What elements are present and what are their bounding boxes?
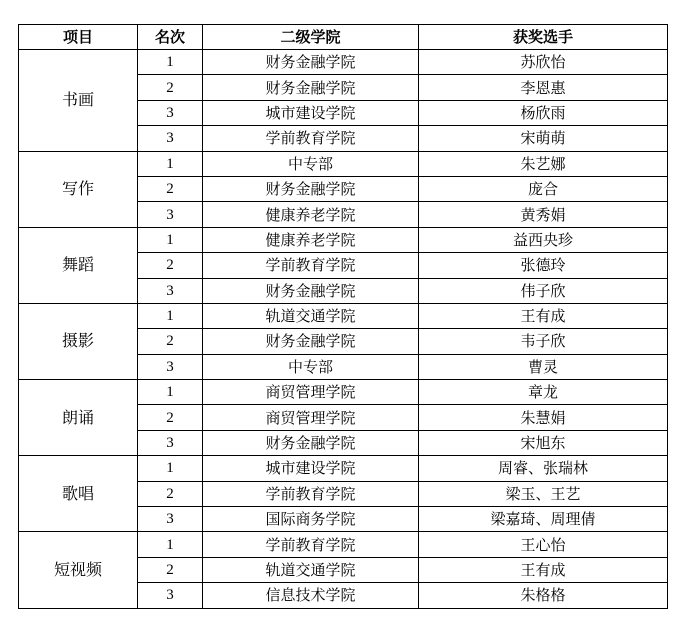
winner-cell: 张德玲 <box>419 253 668 278</box>
table-body <box>19 50 668 609</box>
rank-cell: 3 <box>138 100 203 125</box>
rank-cell: 1 <box>138 532 203 557</box>
rank-cell: 1 <box>138 50 203 75</box>
rank-cell: 2 <box>138 557 203 582</box>
rank-cell: 2 <box>138 481 203 506</box>
header-row <box>19 25 668 50</box>
college-cell: 财务金融学院 <box>203 329 419 354</box>
college-cell: 财务金融学院 <box>203 176 419 201</box>
winner-cell: 周睿、张瑞林 <box>419 456 668 481</box>
college-cell: 国际商务学院 <box>203 507 419 532</box>
rank-cell: 3 <box>138 278 203 303</box>
college-cell: 中专部 <box>203 151 419 176</box>
rank-cell: 2 <box>138 75 203 100</box>
rank-cell: 1 <box>138 227 203 252</box>
college-cell: 中专部 <box>203 354 419 379</box>
winner-cell: 曹灵 <box>419 354 668 379</box>
college-cell: 信息技术学院 <box>203 583 419 608</box>
winner-cell: 朱慧娟 <box>419 405 668 430</box>
project-cell: 舞蹈 <box>19 227 138 303</box>
college-cell: 财务金融学院 <box>203 75 419 100</box>
college-cell: 学前教育学院 <box>203 126 419 151</box>
header-rank: 名次 <box>138 25 203 50</box>
project-cell: 朗诵 <box>19 380 138 456</box>
rank-cell: 2 <box>138 176 203 201</box>
header-college: 二级学院 <box>203 25 419 50</box>
college-cell: 财务金融学院 <box>203 50 419 75</box>
rank-cell: 2 <box>138 329 203 354</box>
winner-cell: 章龙 <box>419 380 668 405</box>
rank-cell: 1 <box>138 380 203 405</box>
rank-cell: 3 <box>138 126 203 151</box>
winner-cell: 梁玉、王艺 <box>419 481 668 506</box>
rank-cell: 1 <box>138 303 203 328</box>
college-cell: 学前教育学院 <box>203 253 419 278</box>
rank-cell: 1 <box>138 456 203 481</box>
rank-cell: 2 <box>138 253 203 278</box>
winner-cell: 宋旭东 <box>419 430 668 455</box>
table-header <box>19 25 668 50</box>
college-cell: 城市建设学院 <box>203 100 419 125</box>
college-cell: 商贸管理学院 <box>203 405 419 430</box>
winner-cell: 朱格格 <box>419 583 668 608</box>
table-row <box>19 303 668 328</box>
rank-cell: 2 <box>138 405 203 430</box>
rank-cell: 3 <box>138 583 203 608</box>
rank-cell: 3 <box>138 507 203 532</box>
header-winner: 获奖选手 <box>419 25 668 50</box>
college-cell: 商贸管理学院 <box>203 380 419 405</box>
college-cell: 财务金融学院 <box>203 430 419 455</box>
college-cell: 轨道交通学院 <box>203 303 419 328</box>
winner-cell: 李恩惠 <box>419 75 668 100</box>
winner-cell: 苏欣怡 <box>419 50 668 75</box>
project-cell: 书画 <box>19 50 138 152</box>
college-cell: 学前教育学院 <box>203 532 419 557</box>
project-cell: 歌唱 <box>19 456 138 532</box>
winner-cell: 黄秀娟 <box>419 202 668 227</box>
winner-cell: 韦子欣 <box>419 329 668 354</box>
winner-cell: 梁嘉琦、周理倩 <box>419 507 668 532</box>
rank-cell: 3 <box>138 430 203 455</box>
rank-cell: 3 <box>138 354 203 379</box>
rank-cell: 1 <box>138 151 203 176</box>
winner-cell: 益西央珍 <box>419 227 668 252</box>
winner-cell: 庞合 <box>419 176 668 201</box>
college-cell: 财务金融学院 <box>203 278 419 303</box>
table-row <box>19 456 668 481</box>
table-row <box>19 227 668 252</box>
winner-cell: 王有成 <box>419 557 668 582</box>
college-cell: 健康养老学院 <box>203 202 419 227</box>
project-cell: 短视频 <box>19 532 138 608</box>
winner-cell: 杨欣雨 <box>419 100 668 125</box>
winner-cell: 王心怡 <box>419 532 668 557</box>
table-row <box>19 151 668 176</box>
awards-table <box>18 24 668 609</box>
winner-cell: 伟子欣 <box>419 278 668 303</box>
project-cell: 写作 <box>19 151 138 227</box>
rank-cell: 3 <box>138 202 203 227</box>
header-project: 项目 <box>19 25 138 50</box>
college-cell: 城市建设学院 <box>203 456 419 481</box>
table-row <box>19 380 668 405</box>
table-row <box>19 532 668 557</box>
college-cell: 健康养老学院 <box>203 227 419 252</box>
winner-cell: 朱艺娜 <box>419 151 668 176</box>
winner-cell: 王有成 <box>419 303 668 328</box>
college-cell: 学前教育学院 <box>203 481 419 506</box>
project-cell: 摄影 <box>19 303 138 379</box>
winner-cell: 宋萌萌 <box>419 126 668 151</box>
college-cell: 轨道交通学院 <box>203 557 419 582</box>
table-row <box>19 50 668 75</box>
